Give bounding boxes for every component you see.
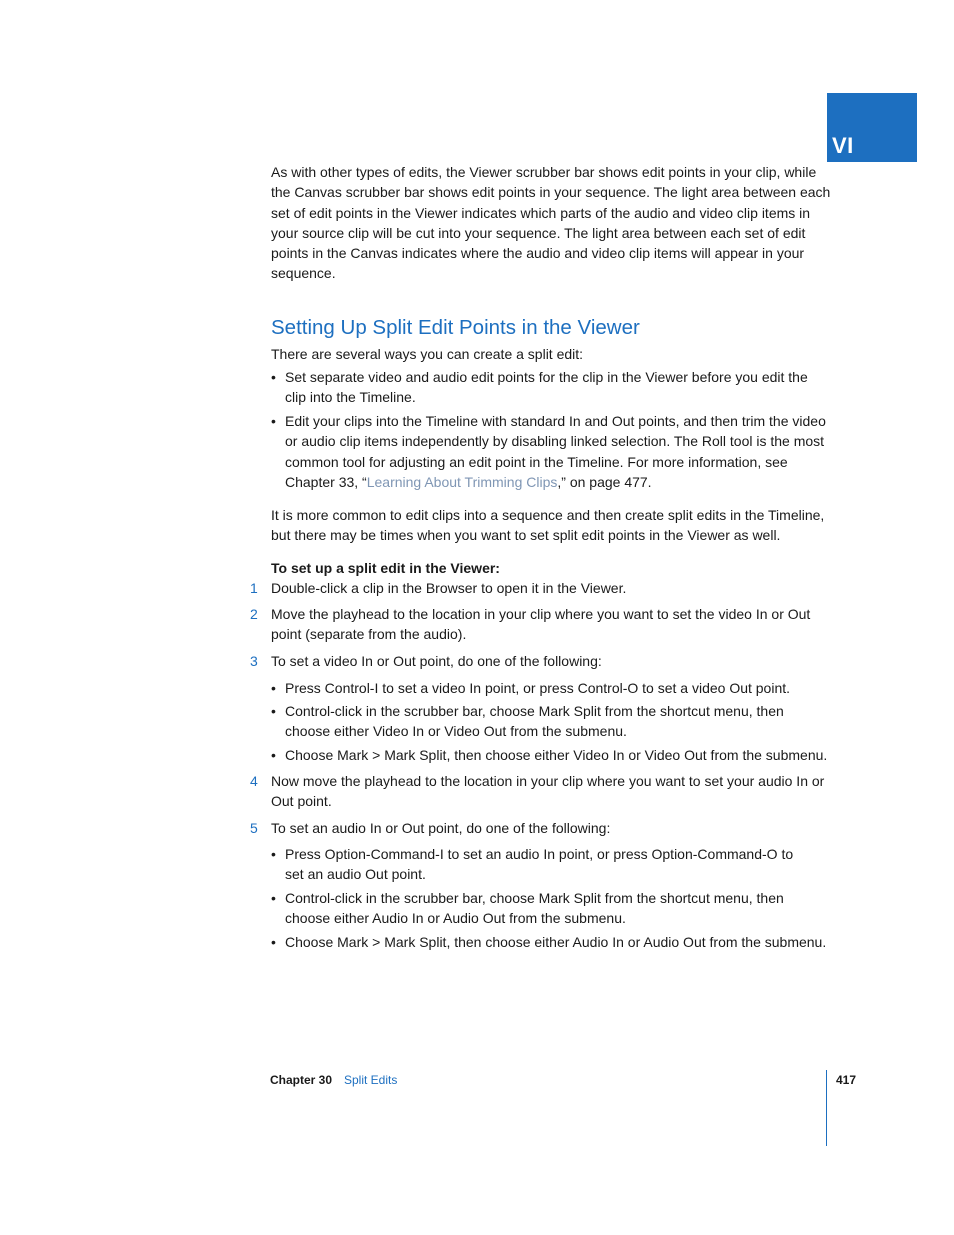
bullet-text: Choose Mark > Mark Split, then choose either Video In or Video Out from the submenu.	[285, 747, 828, 763]
step-number: 5	[250, 820, 258, 836]
bullet-text: Set separate video and audio edit points for the clip in the Viewer before you edit the clip into the Timeline.	[285, 369, 808, 406]
bullet-text: Press Control-I to set a video In point, or press Control-O to set a video Out point.	[285, 680, 791, 696]
step-text: Double-click a clip in the Browser to open it in the Viewer.	[271, 580, 627, 596]
footer-divider	[826, 1070, 827, 1146]
bullet-text	[285, 411, 830, 492]
bullet-glyph: •	[271, 703, 276, 719]
bullet-text: Control-click in the scrubber bar, choose Mark Split from the shortcut menu, then choose either Video In or Video Out from the submenu.	[285, 703, 784, 740]
step-text: To set an audio In or Out point, do one of the following:	[271, 820, 611, 836]
bullet-glyph: •	[271, 890, 276, 906]
bullet-glyph: •	[271, 747, 276, 763]
cross-reference-link[interactable]: Learning About Trimming Clips	[366, 473, 558, 490]
page-number: 417	[836, 1073, 857, 1087]
part-tab-label: VI	[832, 133, 854, 158]
task-heading: To set up a split edit in the Viewer:	[271, 560, 500, 576]
bullet-text: Press Option-Command-I to set an audio In point, or press Option-Command-O to set an audio Out point.	[285, 846, 794, 883]
footer-chapter-label: Chapter 30	[270, 1073, 333, 1087]
bullet-glyph: •	[271, 369, 276, 385]
step-number: 3	[250, 653, 258, 669]
bullet-text: Control-click in the scrubber bar, choose Mark Split from the shortcut menu, then choose either Audio In or Audio Out from the submenu.	[285, 890, 784, 927]
paragraph: It is more common to edit clips into a sequence and then create split edits in the Timeline, but there may be times when you want to set split edit points in the Viewer as well.	[271, 507, 825, 544]
bullet-text: Choose Mark > Mark Split, then choose either Audio In or Audio Out from the submenu.	[285, 934, 827, 950]
bullet-glyph: •	[271, 846, 276, 862]
section-heading: Setting Up Split Edit Points in the Viewer	[271, 316, 640, 339]
bullet-glyph: •	[271, 413, 276, 429]
step-text: Now move the playhead to the location in your clip where you want to set your audio In or Out point.	[271, 773, 825, 810]
step-number: 1	[250, 580, 258, 596]
part-tab	[827, 93, 917, 162]
bullet-text-before: Edit your clips into the Timeline with standard In and Out points, and then trim the video or audio clip items independently by disabling linked selection. The Roll tool is the most common tool for adjusting an edit point in the Timeline. For more information, see Chapter 33, “	[285, 413, 826, 490]
bullet-glyph: •	[271, 934, 276, 950]
section-lead: There are several ways you can create a split edit:	[271, 346, 584, 362]
step-text: Move the playhead to the location in your clip where you want to set the video In or Out point (separate from the audio).	[271, 606, 811, 643]
bullet-text-after: ,” on page 477.	[557, 473, 652, 490]
bullet-glyph: •	[271, 680, 276, 696]
step-text: To set a video In or Out point, do one of the following:	[271, 653, 602, 669]
step-number: 4	[250, 773, 258, 789]
footer-chapter-title[interactable]: Split Edits	[344, 1073, 398, 1087]
intro-paragraph: As with other types of edits, the Viewer scrubber bar shows edit points in your clip, while the Canvas scrubber bar shows edit points in your sequence. The light area between each set of edit points in the Viewer indicates which parts of the audio and video clip items in your source clip will be cut into your sequence. The light area between each set of edit points in the Canvas indicates where the audio and video clip items will appear in your sequence.	[271, 164, 831, 282]
step-number: 2	[250, 606, 258, 622]
intro-paragraph-block	[271, 162, 831, 284]
